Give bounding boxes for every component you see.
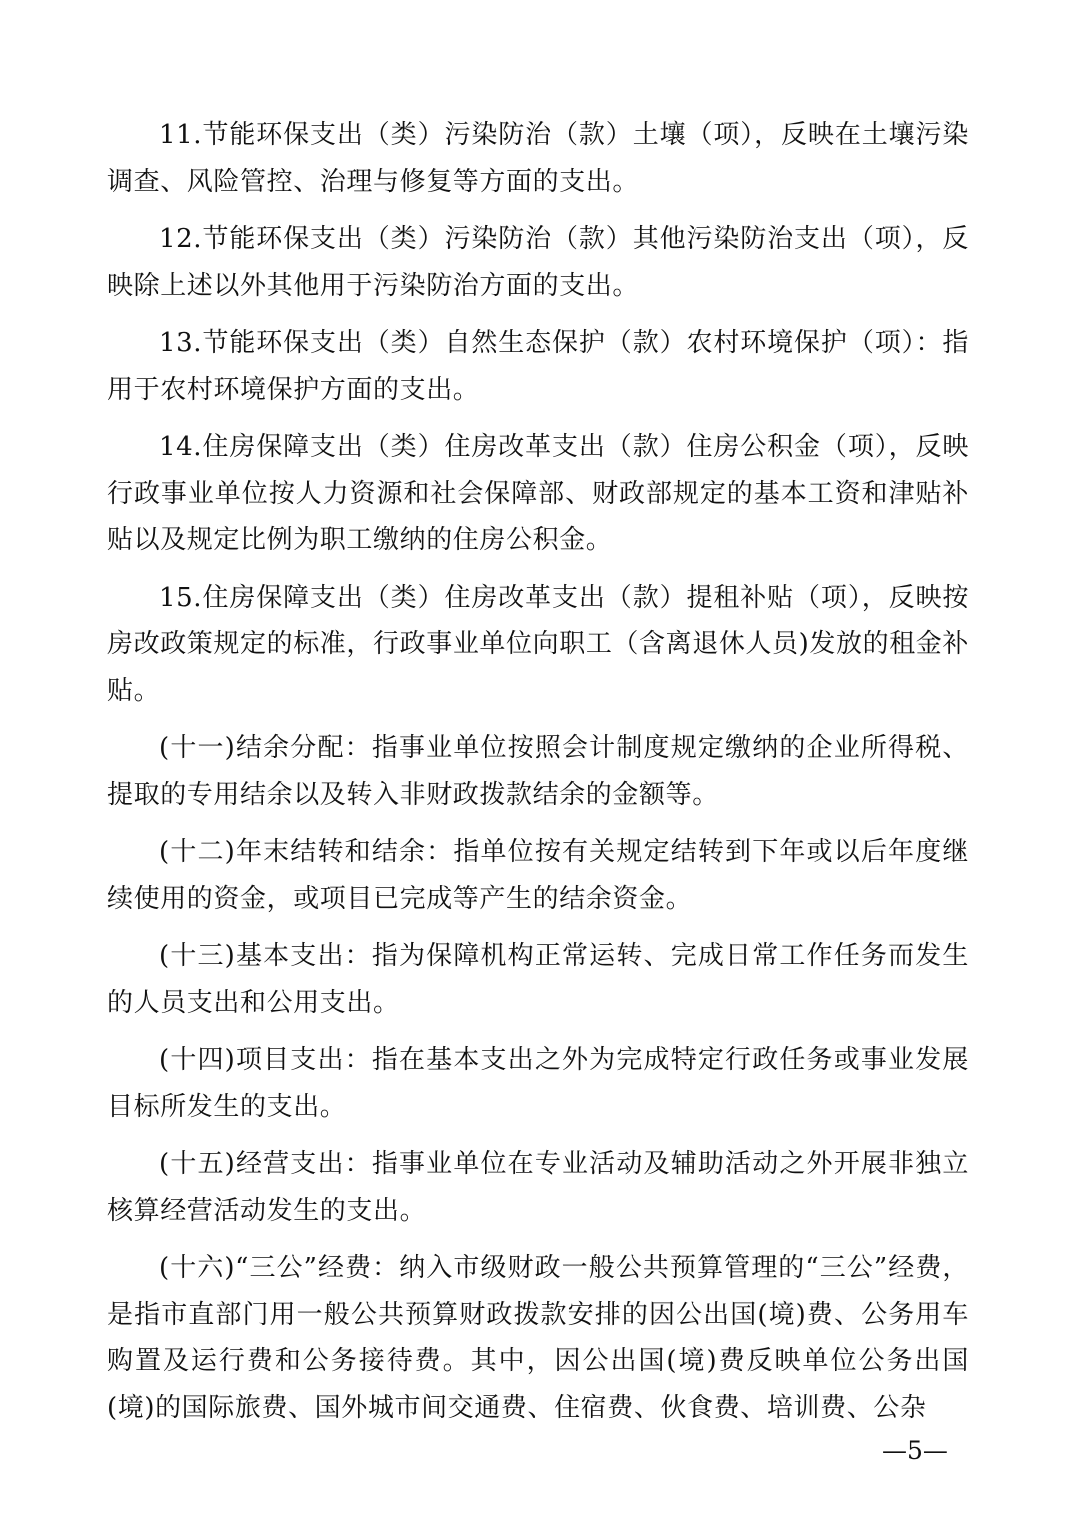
paragraph-operating-expenditure: (十五)经营支出：指事业单位在专业活动及辅助活动之外开展非独立核算经营活动发生的支出。 — [107, 1149, 969, 1226]
paragraph-item-11: 11.节能环保支出（类）污染防治（款）土壤（项），反映在土壤污染调查、风险管控、治理与修复等方面的支出。 — [107, 120, 969, 197]
paragraph-surplus-distribution: (十一)结余分配：指事业单位按照会计制度规定缴纳的企业所得税、提取的专用结余以及转入非财政拨款结余的金额等。 — [107, 733, 969, 810]
paragraph-item-13: 13.节能环保支出（类）自然生态保护（款）农村环境保护（项）：指用于农村环境保护方面的支出。 — [107, 328, 969, 405]
document-body — [107, 112, 969, 1442]
paragraph-basic-expenditure: (十三)基本支出：指为保障机构正常运转、完成日常工作任务而发生的人员支出和公用支出。 — [107, 941, 969, 1018]
page-number: —5— — [882, 1436, 948, 1465]
paragraph-project-expenditure: (十四)项目支出：指在基本支出之外为完成特定行政任务或事业发展目标所发生的支出。 — [107, 1045, 969, 1122]
paragraph-item-12: 12.节能环保支出（类）污染防治（款）其他污染防治支出（项），反映除上述以外其他用于污染防治方面的支出。 — [107, 224, 969, 301]
paragraph-year-end-carryover: (十二)年末结转和结余：指单位按有关规定结转到下年或以后年度继续使用的资金，或项目已完成等产生的结余资金。 — [107, 837, 969, 914]
paragraph-three-public-expenses: (十六)“三公”经费：纳入市级财政一般公共预算管理的“三公”经费，是指市直部门用一般公共预算财政拨款安排的因公出国(境)费、公务用车购置及运行费和公务接待费。其中，因公出国(境)费反映单位公务出国(境)的国际旅费、国外城市间交通费、住宿费、伙食费、培训费、公杂 — [107, 1253, 969, 1423]
paragraph-item-14: 14.住房保障支出（类）住房改革支出（款）住房公积金（项），反映行政事业单位按人力资源和社会保障部、财政部规定的基本工资和津贴补贴以及规定比例为职工缴纳的住房公积金。 — [107, 432, 969, 555]
paragraph-item-15: 15.住房保障支出（类）住房改革支出（款）提租补贴（项），反映按房改政策规定的标准，行政事业单位向职工（含离退休人员)发放的租金补贴。 — [107, 582, 969, 706]
